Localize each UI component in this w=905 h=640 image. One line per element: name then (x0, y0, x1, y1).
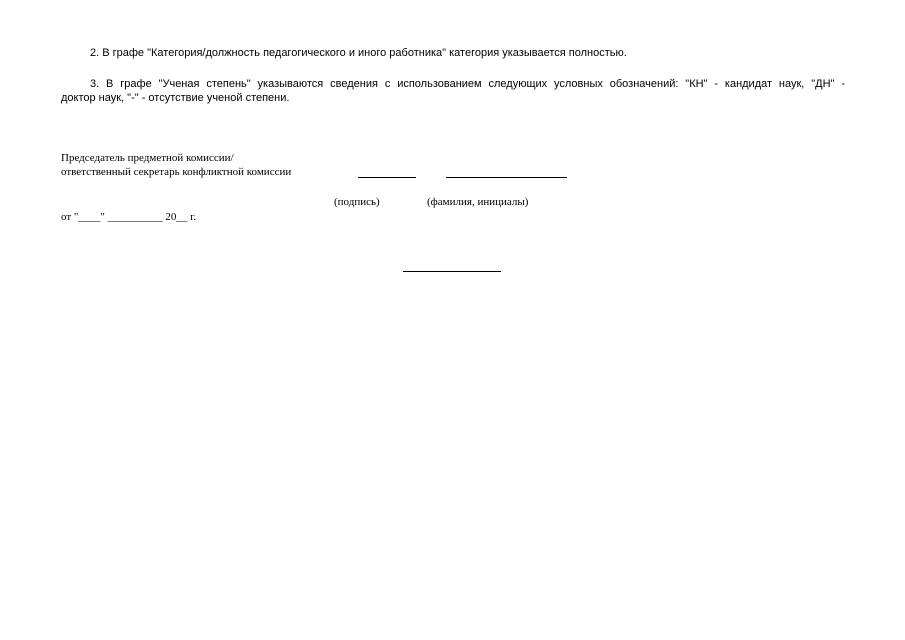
role-title-line-1: Председатель предметной комиссии/ (61, 152, 234, 164)
name-caption: (фамилия, инициалы) (427, 196, 529, 208)
note-2: 2. В графе "Категория/должность педагогического и иного работника" категория указывается полностью. (90, 47, 627, 59)
date-line: от "____" __________ 20__ г. (61, 211, 197, 223)
signature-caption: (подпись) (334, 196, 380, 208)
note-3-line-1: 3. В графе "Ученая степень" указываются сведения с использованием следующих условных обозначений: "КН" - кандидат наук, "ДН" - (90, 78, 845, 90)
section-separator-line (403, 271, 501, 272)
signature-blank-line (358, 177, 416, 178)
role-title-line-2: ответственный секретарь конфликтной комиссии (61, 166, 292, 178)
note-3-line-2: доктор наук, "-" - отсутствие ученой степени. (61, 92, 290, 104)
name-blank-line (446, 177, 567, 178)
